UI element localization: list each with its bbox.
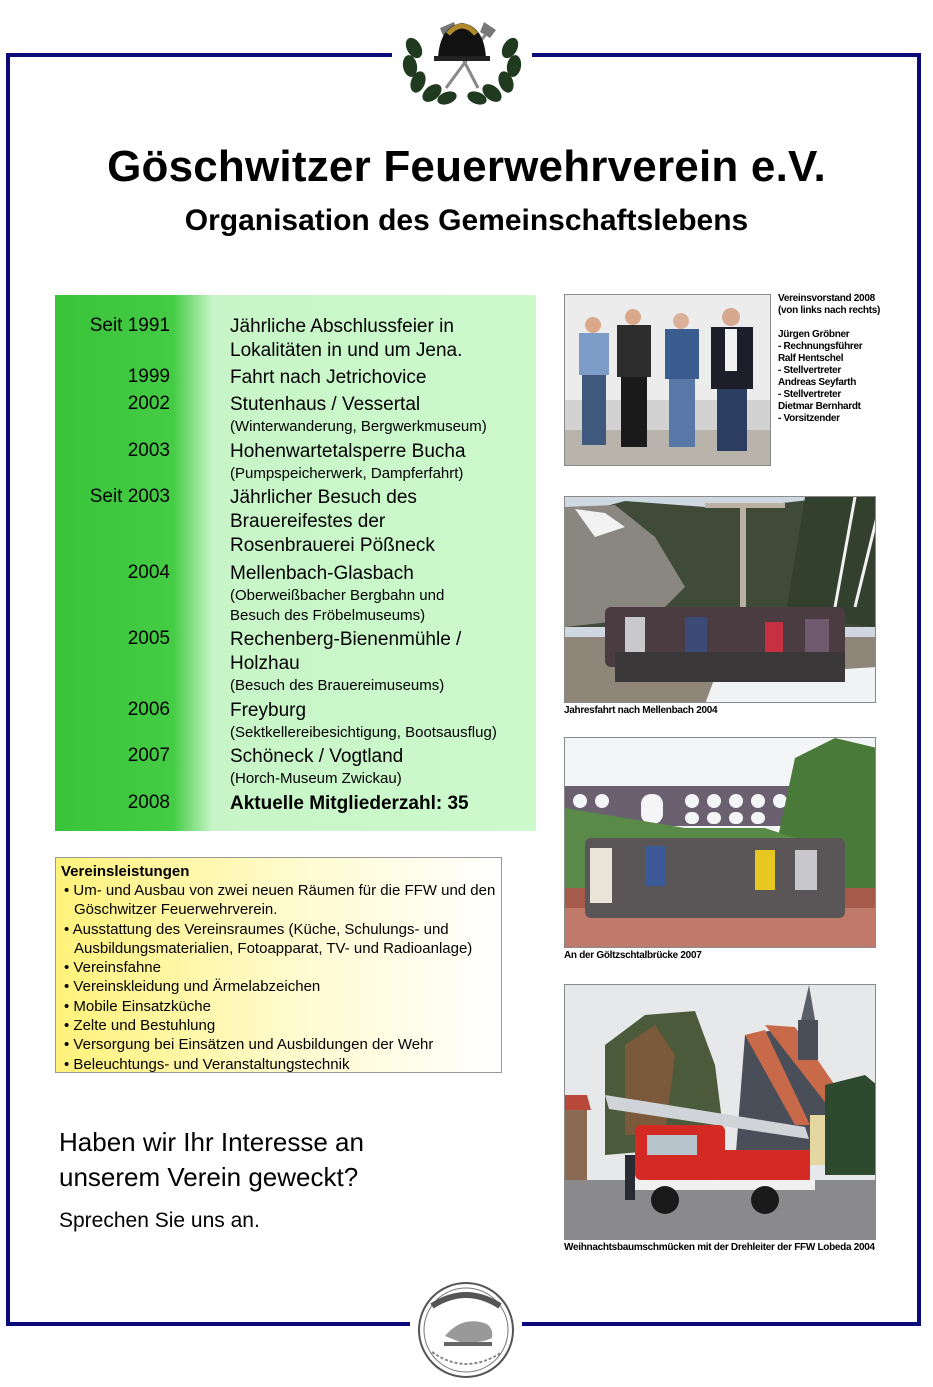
service-item: • Beleuchtungs- und Veranstaltungstechnik (61, 1055, 496, 1074)
board-member-name: Andreas Seyfarth (778, 377, 857, 388)
timeline-line: Mellenbach-Glasbach (230, 563, 414, 584)
service-item: • Vereinskleidung und Ärmelabzeichen (61, 977, 496, 996)
turntable-ladder-photo (564, 984, 876, 1240)
services-list (61, 881, 496, 1074)
timeline-year: 1999 (127, 366, 170, 387)
timeline-year: 2003 (127, 440, 170, 461)
board-subheading: (von links nach rechts) (778, 305, 881, 316)
board-description (778, 293, 918, 425)
timeline-year: 2006 (127, 699, 170, 720)
service-item: • Versorgung bei Einsätzen und Ausbildungen der Wehr (61, 1035, 496, 1054)
board-member-name: Ralf Hentschel (778, 353, 844, 364)
timeline-text (230, 745, 530, 789)
timeline-subline: (Winterwanderung, Bergwerkmuseum) (230, 418, 487, 435)
timeline-subline: (Sektkellereibesichtigung, Bootsausflug) (230, 724, 497, 741)
timeline-year: 2002 (127, 393, 170, 414)
photo-caption: Jahresfahrt nach Mellenbach 2004 (564, 705, 718, 716)
board-member-role: - Rechnungsführer (778, 341, 863, 352)
service-item: • Ausstattung des Vereinsraumes (Küche, Schulungs- und Ausbildungsmaterialien, Fotoapparat, TV- und Radioanlage) (61, 920, 496, 959)
timeline-line: Freyburg (230, 700, 307, 721)
timeline-line: Schöneck / Vogtland (230, 746, 404, 767)
timeline-panel (55, 295, 536, 831)
timeline-year: 2004 (127, 562, 170, 583)
timeline-text (230, 628, 530, 696)
timeline-line: Fahrt nach Jetrichovice (230, 367, 427, 388)
services-box (55, 857, 502, 1073)
board-member-role: - Stellvertreter (778, 389, 842, 400)
page-subtitle: Organisation des Gemeinschaftslebens (184, 204, 749, 237)
service-item: • Mobile Einsatzküche (61, 997, 496, 1016)
board-heading: Vereinsvorstand 2008 (778, 293, 875, 304)
timeline-line: Jährliche Abschlussfeier in (230, 316, 454, 337)
timeline-subline: (Besuch des Brauereimuseums) (230, 677, 445, 694)
cta-question: Haben wir Ihr Interesse an unserem Verein geweckt? (59, 1127, 364, 1192)
timeline-text (230, 562, 530, 626)
board-member-name: Jürgen Gröbner (778, 329, 850, 340)
photo-caption: Weihnachtsbaumschmücken mit der Drehleiter der FFW Lobeda 2004 (564, 1242, 875, 1253)
timeline-subline: (Horch-Museum Zwickau) (230, 770, 402, 787)
page-title: Göschwitzer Feuerwehrverein e.V. (107, 142, 826, 191)
land-thueringen-seal-icon (410, 1278, 522, 1382)
photo-caption: An der Göltzschtalbrücke 2007 (564, 950, 702, 961)
board-member-name: Dietmar Bernhardt (778, 401, 861, 412)
timeline-subline: (Pumpspeicherwerk, Dampferfahrt) (230, 465, 464, 482)
goeltzschtal-photo (564, 737, 876, 948)
fire-brigade-emblem-icon (392, 8, 532, 108)
timeline-line: Hohenwartetalsperre Bucha (230, 441, 466, 462)
board-photo (564, 294, 771, 466)
timeline-text (230, 486, 530, 558)
timeline-year: 2007 (127, 745, 170, 766)
board-member-role: - Vorsitzender (778, 413, 840, 424)
timeline-year: Seit 2003 (89, 486, 170, 507)
timeline-text (230, 440, 530, 484)
timeline-line: Stutenhaus / Vessertal (230, 394, 421, 415)
timeline-text (230, 792, 530, 816)
member-count: Aktuelle Mitgliederzahl: 35 (230, 793, 469, 814)
timeline-text (230, 699, 530, 743)
timeline-line: Rosenbrauerei Pößneck (230, 535, 435, 556)
timeline-line: Holzhau (230, 653, 300, 674)
mellenbach-photo (564, 496, 876, 703)
timeline-text (230, 393, 530, 437)
service-item: • Zelte und Bestuhlung (61, 1016, 496, 1035)
cta-contact: Sprechen Sie uns an. (59, 1209, 260, 1232)
timeline-line: Jährlicher Besuch des (230, 487, 417, 508)
service-item: • Vereinsfahne (61, 958, 496, 977)
service-item: • Um- und Ausbau von zwei neuen Räumen für die FFW und den Göschwitzer Feuerwehrverein. (61, 881, 496, 920)
timeline-line: Rechenberg-Bienenmühle / (230, 629, 462, 650)
timeline-text (230, 366, 530, 390)
timeline-subline: (Oberweißbacher Bergbahn und (230, 587, 445, 604)
services-heading: Vereinsleistungen (61, 863, 190, 880)
timeline-line: Lokalitäten in und um Jena. (230, 340, 463, 361)
board-member-role: - Stellvertreter (778, 365, 842, 376)
timeline-text (230, 315, 530, 363)
timeline-line: Brauereifestes der (230, 511, 386, 532)
timeline-year: 2005 (127, 628, 170, 649)
timeline-subline: Besuch des Fröbelmuseums) (230, 607, 426, 624)
timeline-year: 2008 (127, 792, 170, 813)
timeline-year: Seit 1991 (89, 315, 170, 336)
